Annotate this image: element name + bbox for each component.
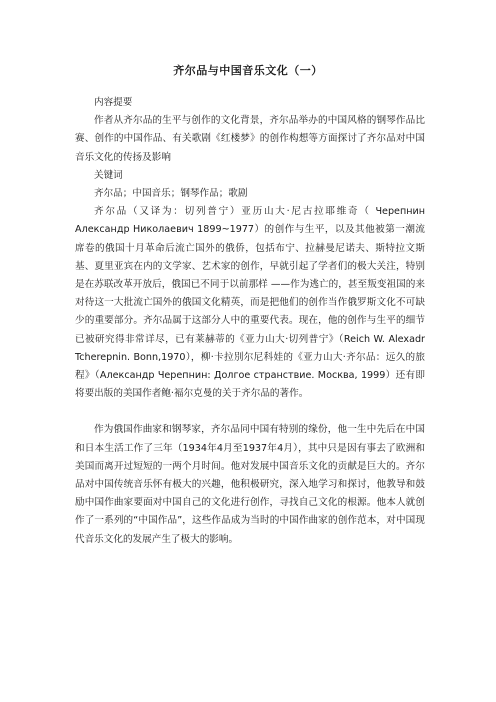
abstract-text: 作者从齐尔品的生平与创作的文化背景，齐尔品举办的中国风格的钢琴作品比赛、创作的中国作品、有关歌剧《红楼梦》的创作构想等方面探讨了齐尔品对中国音乐文化的传扬及影响: [75, 115, 425, 163]
document-body: [75, 94, 425, 549]
document-title: 齐尔品与中国音乐文化（一）: [173, 64, 323, 77]
keywords-heading: 关键词: [94, 169, 123, 181]
body-paragraph-2: 作为俄国作曲家和钢琴家，齐尔品同中国有特别的缘份，他一生中先后在中国和日本生活工作了三年（1934年4月至1937年4月），其中只是因有事去了欧洲和美国而离开过短短的一两个月时间。他对发展中国音乐文化的贡献是巨大的。齐尔品对中国传统音乐怀有极大的兴趣，他积极研究，深入地学习和探讨，他教导和鼓励中国作曲家要面对中国自己的文化进行创作，寻找自己文化的根源。他本人就创作了一系列的“中国作品”，这些作品成为当时的中国作曲家的创作范本，对中国现代音乐文化的发展产生了极大的影响。: [75, 424, 425, 545]
body-paragraph-1: 齐尔品（又译为：切列普宁）亚历山大·尼古拉耶维奇（ Черепнин Александр Николаевич 1899~1977）的创作与生平，以及其他被第一潮流席卷的俄国十月革命后流亡国外的俄侨，包括布宁、拉赫曼尼诺夫、斯特拉文斯基、夏里亚宾在内的文学家、艺术家的创作，早就引起了学者们的极大关注，特别是在苏联改革开放后，俄国已不同于以前那样 ——作为逃亡的，甚至叛变祖国的来对待这一大批流亡国外的俄国文化精英，而是把他们的创作当作俄罗斯文化不可缺少的重要部分。齐尔品属于这部分人中的重要代表。现在，他的创作与生平的细节已被研究得非常详尽，已有莱赫蒂的《亚力山大·切列普宁》（Reich W. Alexadr Tcherepnin. Bonn,1970），柳·卡拉別尔尼科娃的《亚力山大·齐尔品：远久的旅程》（Александр Черепнин: Долгое странствие. Москва, 1999）还有即将要出版的美国作者鲍·褔尔克曼的关于齐尔品的著作。: [75, 206, 425, 400]
keywords-text: 齐尔品；中国音乐；钢琴作品；歌剧: [94, 188, 248, 200]
abstract-heading: 内容提要: [94, 97, 133, 108]
